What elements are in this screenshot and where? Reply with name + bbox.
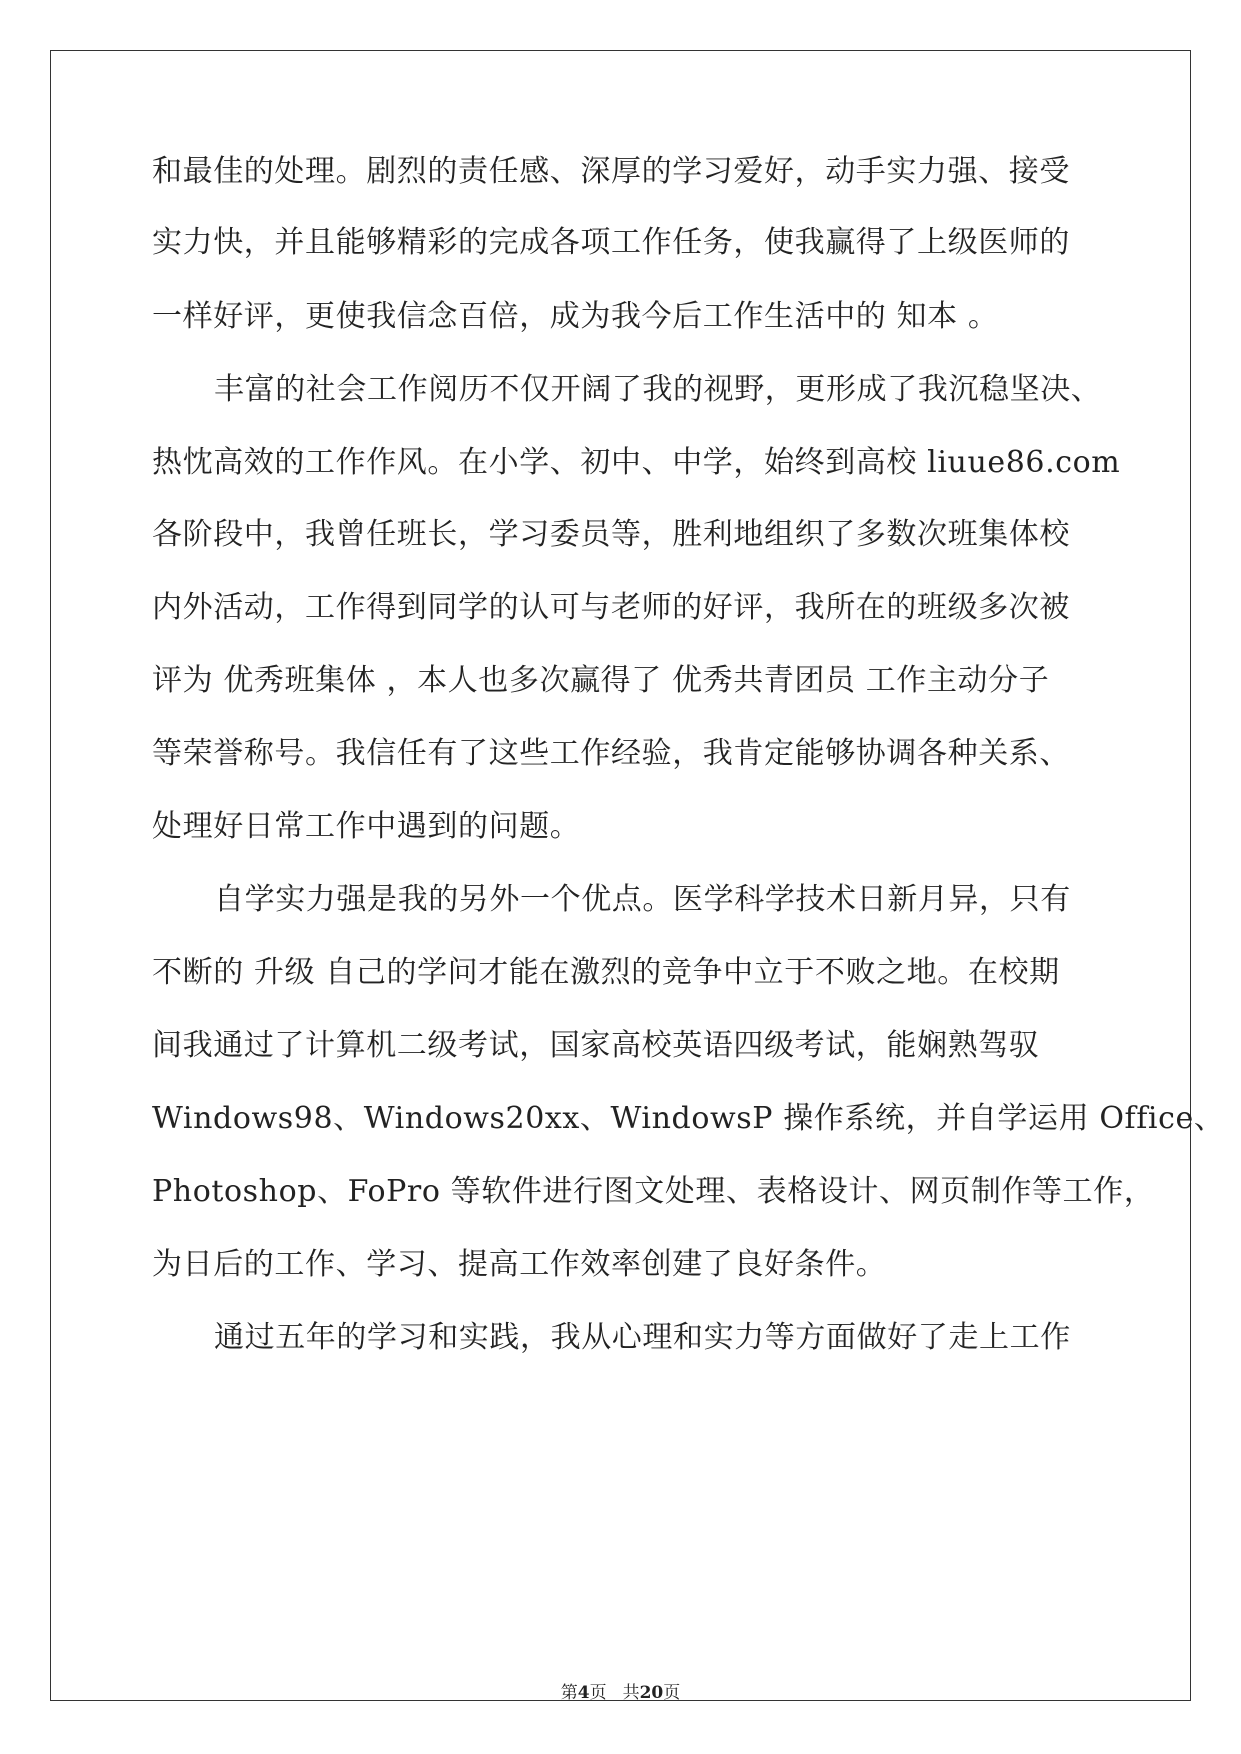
page-number: 4 bbox=[577, 1683, 590, 1703]
text-line: 间我通过了计算机二级考试，国家高校英语四级考试，能娴熟驾驭 bbox=[152, 1028, 1040, 1063]
page-footer bbox=[0, 1682, 1241, 1704]
paragraph-first-line: 自学实力强是我的另外一个优点。医学科学技术日新月异，只有 bbox=[214, 882, 1071, 917]
text-line: 为日后的工作、学习、提高工作效率创建了良好条件。 bbox=[152, 1247, 887, 1282]
text-line: 一样好评，更使我信念百倍，成为我今后工作生活中的 知本 。 bbox=[152, 299, 999, 334]
text-line: Windows98、Windows20xx、WindowsP 操作系统，并自学运用 Office、 bbox=[152, 1101, 1225, 1136]
page-prefix: 第 bbox=[560, 1683, 578, 1703]
text-line: 等荣誉称号。我信任有了这些工作经验，我肯定能够协调各种关系、 bbox=[152, 736, 1070, 771]
text-line: 和最佳的处理。剧烈的责任感、深厚的学习爱好，动手实力强、接受 bbox=[152, 154, 1070, 189]
total-pages: 20 bbox=[639, 1683, 664, 1703]
total-prefix: 共 bbox=[622, 1683, 640, 1703]
paragraph-first-line: 通过五年的学习和实践，我从心理和实力等方面做好了走上工作 bbox=[214, 1320, 1071, 1355]
text-line: Photoshop、FoPro 等软件进行图文处理、表格设计、网页制作等工作， bbox=[152, 1174, 1155, 1209]
total-unit: 页 bbox=[663, 1683, 681, 1703]
text-line: 不断的 升级 自己的学问才能在激烈的竞争中立于不败之地。在校期 bbox=[152, 955, 1060, 990]
page-unit: 页 bbox=[589, 1683, 607, 1703]
text-line: 热忱高效的工作作风。在小学、初中、中学，始终到高校 liuue86.com bbox=[152, 445, 1121, 480]
text-line: 实力快，并且能够精彩的完成各项工作任务，使我赢得了上级医师的 bbox=[152, 225, 1070, 260]
text-line: 内外活动，工作得到同学的认可与老师的好评，我所在的班级多次被 bbox=[152, 590, 1070, 625]
text-line: 各阶段中，我曾任班长，学习委员等，胜利地组织了多数次班集体校 bbox=[152, 517, 1070, 552]
paragraph-first-line: 丰富的社会工作阅历不仅开阔了我的视野，更形成了我沉稳坚决、 bbox=[214, 372, 1102, 407]
text-line: 评为 优秀班集体 ，本人也多次赢得了 优秀共青团员 工作主动分子 bbox=[152, 663, 1050, 698]
text-line: 处理好日常工作中遇到的问题。 bbox=[152, 809, 581, 844]
